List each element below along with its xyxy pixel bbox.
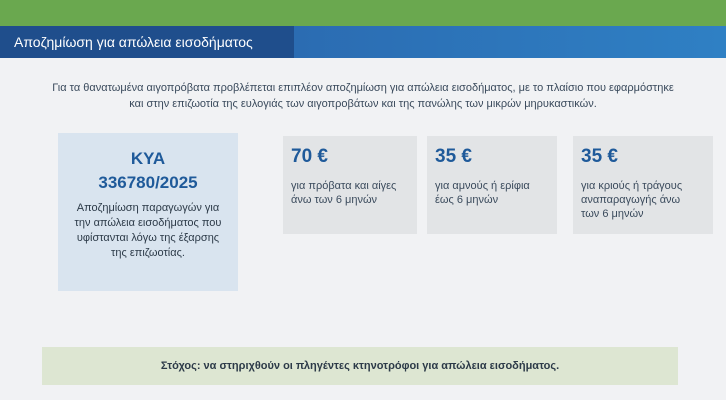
slide-title: Αποζημίωση για απώλεια εισοδήματος bbox=[0, 26, 294, 58]
goal-banner: Στόχος: να στηριχθούν οι πληγέντες κτηνοτρόφοι για απώλεια εισοδήματος. bbox=[42, 347, 678, 385]
kya-number: 336780/2025 bbox=[98, 173, 198, 192]
compensation-card-breeding bbox=[573, 136, 713, 234]
intro-line-2: και στην επιζωοτία της ευλογιάς των αιγοπροβάτων και της πανώλης των μικρών μηρυκαστικών. bbox=[129, 98, 597, 110]
intro-text bbox=[30, 80, 696, 112]
card-amount: 35 € bbox=[581, 146, 618, 167]
compensation-card-young bbox=[427, 136, 557, 234]
card-amount: 70 € bbox=[291, 146, 328, 167]
card-text: για πρόβατα και αίγες άνω των 6 μηνών bbox=[291, 180, 397, 206]
kya-heading: ΚΥΑ bbox=[130, 149, 166, 168]
kya-box bbox=[58, 133, 238, 291]
card-text: για κριούς ή τράγους αναπαραγωγής άνω των 6 μηνών bbox=[581, 180, 683, 220]
kya-description: Αποζημίωση παραγωγών για την απώλεια εισοδήματος που υφίστανται λόγω της έξαρσης της επιζωοτίας. bbox=[74, 202, 222, 259]
title-stripe bbox=[294, 26, 726, 58]
card-amount: 35 € bbox=[435, 146, 472, 167]
compensation-card-adult bbox=[283, 136, 417, 234]
intro-line-1: Για τα θανατωμένα αιγοπρόβατα προβλέπεται επιπλέον αποζημίωση για απώλεια εισοδήματος, με το πλαίσιο που εφαρμόστηκε bbox=[52, 82, 674, 94]
title-bar bbox=[0, 26, 726, 58]
card-text: για αμνούς ή ερίφια έως 6 μηνών bbox=[435, 180, 530, 206]
top-green-bar bbox=[0, 0, 726, 26]
